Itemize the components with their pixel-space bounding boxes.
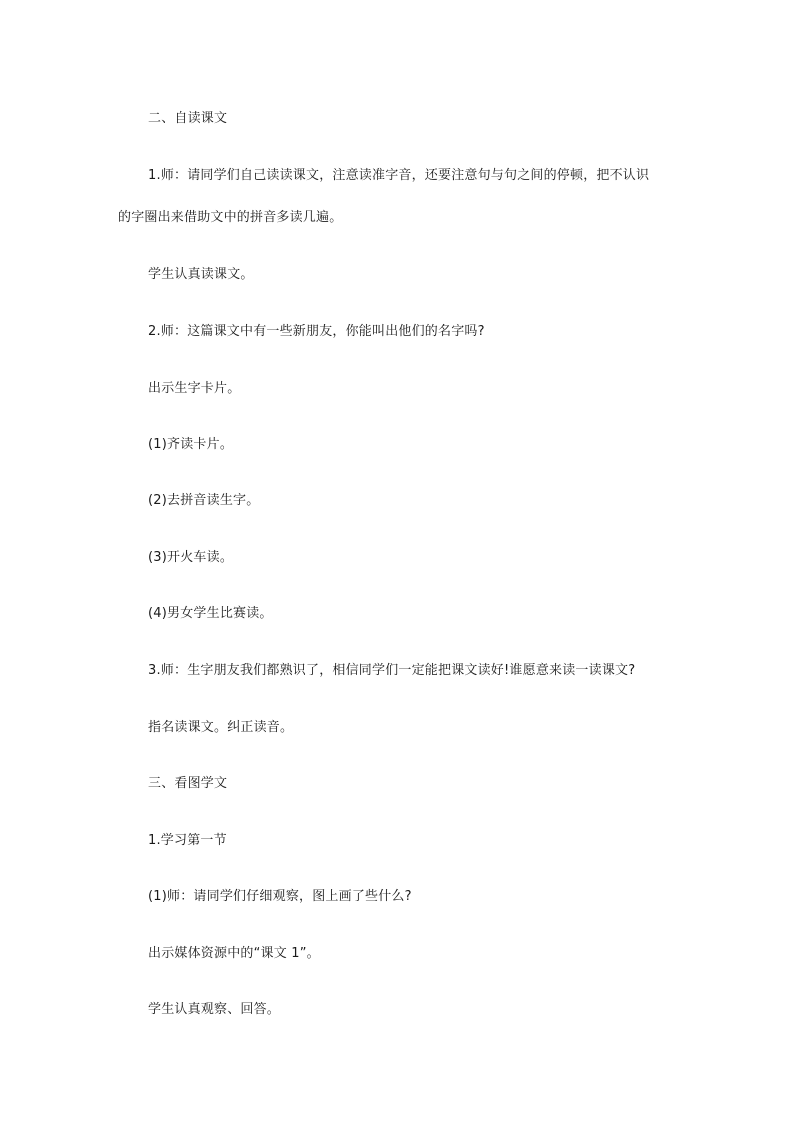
paragraph-teacher-instruction-1-continued: 的字圈出来借助文中的拼音多读几遍。 [118, 210, 343, 225]
list-item-step-3: (3)开火车读。 [148, 550, 234, 565]
paragraph-teacher-instruction-2: 2.师：这篇课文中有一些新朋友，你能叫出他们的名字吗? [148, 324, 485, 339]
paragraph-name-reading: 指名读课文。纠正读音。 [148, 720, 294, 735]
paragraph-show-media: 出示媒体资源中的“课文 1”。 [148, 946, 320, 961]
section-heading-self-reading: 二、自读课文 [148, 111, 228, 126]
paragraph-show-cards: 出示生字卡片。 [148, 381, 241, 396]
section-heading-picture-learning: 三、看图学文 [148, 776, 228, 791]
list-item-step-4: (4)男女学生比赛读。 [148, 606, 273, 621]
paragraph-teacher-instruction-1: 1.师：请同学们自己读读课文，注意读准字音，还要注意句与句之间的停顿，把不认识 [148, 168, 650, 183]
paragraph-student-answer: 学生认真观察、回答。 [148, 1002, 281, 1017]
paragraph-learn-section-1: 1.学习第一节 [148, 833, 227, 848]
paragraph-student-reading: 学生认真读课文。 [148, 267, 254, 282]
list-item-observe: (1)师：请同学们仔细观察，图上画了些什么? [148, 889, 412, 904]
paragraph-teacher-instruction-3: 3.师：生字朋友我们都熟识了，相信同学们一定能把课文读好!谁愿意来读一读课文? [148, 663, 636, 678]
list-item-step-1: (1)齐读卡片。 [148, 437, 234, 452]
list-item-step-2: (2)去拼音读生字。 [148, 493, 260, 508]
